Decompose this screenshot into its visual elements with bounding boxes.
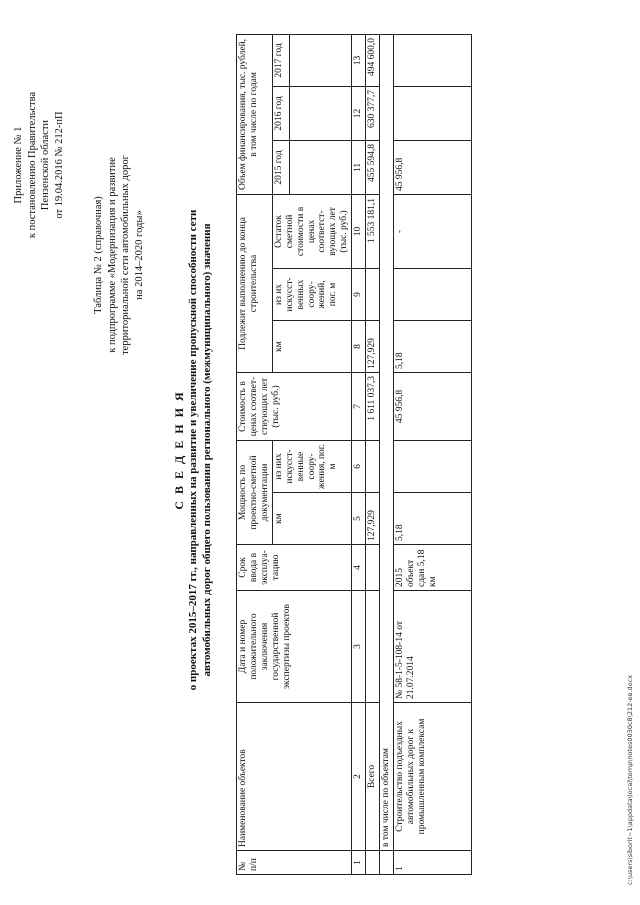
title-line-1: о проектах 2015–2017 гг., направленных на развитие и увеличение пропускной способности сети: [187, 209, 199, 691]
header-row: [237, 34, 273, 874]
total-km-remaining: 127,929: [366, 320, 380, 372]
header-remaining: Подлежит выполнению до конца строительства: [237, 194, 273, 372]
column-number: 13: [352, 34, 366, 86]
header-artificial-remaining: из их искусственных сооружений, пог. м: [272, 268, 351, 320]
table-cell: [393, 34, 471, 86]
appendix-block: [12, 25, 67, 305]
table-reference-line: Таблица № 2 (справочная): [93, 196, 104, 314]
document-title: [172, 15, 215, 885]
row-date: № 58-1-5-108-14 от 21.07.2014: [393, 591, 471, 703]
table-cell: [366, 851, 380, 875]
total-2017: 494 600,0: [366, 34, 380, 86]
title-line-2: автомобильных дорог общего пользования регионального (межмуниципального) значения: [200, 223, 213, 677]
table-cell: [393, 440, 471, 492]
table-cell: [393, 86, 471, 140]
header-cost: Стоимость в ценах соответствующих лет (тыс. руб.): [237, 372, 352, 440]
row-num: 1: [393, 851, 471, 875]
appendix-line: к постановлению Правительства: [26, 91, 38, 239]
table-reference-line: территориальной сети автомобильных дорог: [120, 155, 132, 355]
row-residue: -: [393, 194, 471, 268]
column-number: 10: [352, 194, 366, 268]
row-term: 2015 объект сдан 5,18 км: [393, 545, 471, 591]
header-empty: [290, 34, 352, 86]
column-number: 12: [352, 86, 366, 140]
header-2017: 2017 год: [272, 34, 289, 86]
total-2016: 630 377,7: [366, 86, 380, 140]
total-label: Всего: [366, 703, 380, 851]
total-residue: 1 553 181,1: [366, 194, 380, 268]
subheading-row: [380, 34, 394, 874]
title-main: С В Е Д Е Н И Я: [172, 390, 186, 510]
header-term: Срок ввода в эксплуатацию: [237, 545, 352, 591]
header-km: км: [272, 493, 351, 545]
column-number: 8: [352, 320, 366, 372]
table-row: [393, 34, 471, 874]
column-number: 5: [352, 493, 366, 545]
header-financing: Объем финансирования, тыс. рублей, в том числе по годам: [237, 34, 273, 194]
header-empty: [290, 86, 352, 140]
appendix-line: от 19.04.2016 № 212-пП: [53, 111, 65, 219]
appendix-line: Приложение № 1: [13, 126, 24, 204]
total-km: 127,929: [366, 493, 380, 545]
projects-table: [236, 34, 472, 875]
column-number: 3: [352, 591, 366, 703]
header-empty: [290, 140, 352, 194]
header-2016: 2016 год: [272, 86, 289, 140]
header-residue: Остаток сметной стоимости в ценах соответствующих лет (тыс. руб.): [272, 194, 351, 268]
table-cell: [380, 851, 394, 875]
column-number: 1: [352, 851, 366, 875]
header-date: Дата и номер положительного заключения государственной экспертизы проектов: [237, 591, 352, 703]
header-km-remaining: км: [272, 320, 351, 372]
row-cost: 45 956,8: [393, 372, 471, 440]
file-path-footer: c:\users\siborit~1\appdata\local\temp\notes0030c8\212-ев.docx: [626, 674, 634, 885]
total-row: [366, 34, 380, 874]
table-cell: [366, 440, 380, 492]
row-name: Строительство подъездных автомобильных дорог к промышленным комплексам: [393, 703, 471, 851]
column-number: 9: [352, 268, 366, 320]
total-cost: 1 611 037,3: [366, 372, 380, 440]
header-2015: 2015 год: [272, 140, 289, 194]
row-2015: 45 956,8: [393, 140, 471, 194]
table-cell: [366, 545, 380, 591]
header-artificial: из них искусственные сооружения, пог. м: [272, 440, 351, 492]
table-reference-block: [92, 25, 147, 485]
column-number: 2: [352, 703, 366, 851]
table-reference-line: к подпрограмме «Модернизация и развитие: [106, 157, 118, 353]
header-capacity: Мощность по проектно-сметной документации: [237, 440, 273, 544]
table-cell: [393, 268, 471, 320]
row-km: 5,18: [393, 493, 471, 545]
row-km-remaining: 5,18: [393, 320, 471, 372]
table-cell: [366, 268, 380, 320]
header-name: Наименование объектов: [237, 703, 352, 851]
subheading: в том числе по объектам: [380, 34, 394, 850]
header-num: № п/п: [237, 851, 352, 875]
table-cell: [366, 591, 380, 703]
column-number-row: [352, 34, 366, 874]
column-number: 6: [352, 440, 366, 492]
total-2015: 455 594,8: [366, 140, 380, 194]
table-reference-line: на 2014–2020 годы»: [133, 210, 145, 300]
column-number: 4: [352, 545, 366, 591]
column-number: 11: [352, 140, 366, 194]
column-number: 7: [352, 372, 366, 440]
appendix-line: Пензенской области: [40, 119, 52, 211]
